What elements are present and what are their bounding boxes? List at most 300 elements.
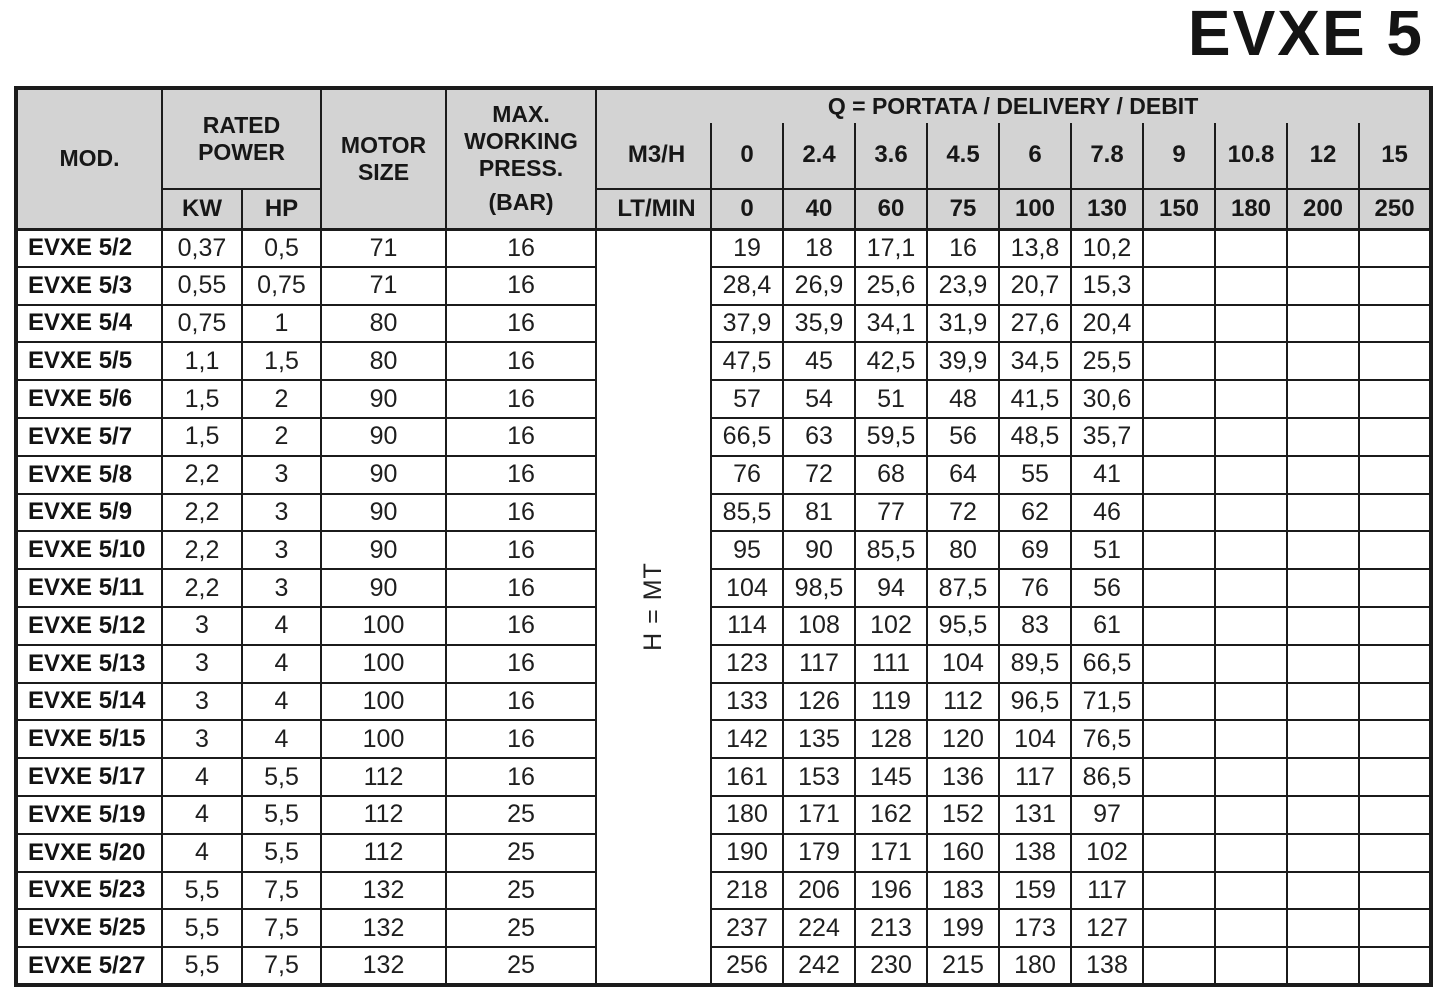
model-cell: EVXE 5/3 xyxy=(16,267,162,305)
head-value-cell: 218 xyxy=(711,872,783,910)
ltmin-value: 0 xyxy=(711,189,783,229)
head-value-cell xyxy=(1215,380,1287,418)
head-value-cell xyxy=(1287,758,1359,796)
kw-cell: 3 xyxy=(162,720,242,758)
hp-cell: 4 xyxy=(242,645,321,683)
head-value-cell: 152 xyxy=(927,796,999,834)
head-value-cell: 180 xyxy=(711,796,783,834)
head-value-cell xyxy=(1215,872,1287,910)
head-value-cell: 114 xyxy=(711,607,783,645)
head-value-cell xyxy=(1287,569,1359,607)
press-cell: 16 xyxy=(446,720,596,758)
column-header-max-press xyxy=(446,88,596,229)
header-row-ltmin xyxy=(16,189,1431,229)
hp-cell: 1 xyxy=(242,305,321,343)
head-value-cell: 96,5 xyxy=(999,683,1071,721)
head-value-cell xyxy=(1359,531,1431,569)
head-value-cell: 18 xyxy=(783,229,855,267)
ltmin-value: 250 xyxy=(1359,189,1431,229)
head-value-cell xyxy=(1215,267,1287,305)
press-cell: 16 xyxy=(446,305,596,343)
motor-size-cell: 112 xyxy=(321,834,446,872)
head-value-cell: 27,6 xyxy=(999,305,1071,343)
head-value-cell: 80 xyxy=(927,531,999,569)
motor-size-cell: 100 xyxy=(321,683,446,721)
ltmin-value: 150 xyxy=(1143,189,1215,229)
model-cell: EVXE 5/27 xyxy=(16,947,162,985)
head-value-cell: 133 xyxy=(711,683,783,721)
head-value-cell: 87,5 xyxy=(927,569,999,607)
head-value-cell: 55 xyxy=(999,456,1071,494)
table-row xyxy=(16,607,1431,645)
head-value-cell xyxy=(1215,834,1287,872)
head-value-cell: 76 xyxy=(711,456,783,494)
head-value-cell xyxy=(1215,796,1287,834)
head-value-cell: 117 xyxy=(783,645,855,683)
hp-cell: 5,5 xyxy=(242,834,321,872)
model-cell: EVXE 5/6 xyxy=(16,380,162,418)
motor-size-cell: 132 xyxy=(321,872,446,910)
column-header-rated-power: RATED POWER xyxy=(162,88,321,189)
motor-size-cell: 100 xyxy=(321,720,446,758)
press-cell: 25 xyxy=(446,909,596,947)
head-value-cell: 97 xyxy=(1071,796,1143,834)
head-value-cell: 16 xyxy=(927,229,999,267)
model-cell: EVXE 5/9 xyxy=(16,494,162,532)
table-row xyxy=(16,758,1431,796)
kw-cell: 3 xyxy=(162,683,242,721)
head-value-cell xyxy=(1215,909,1287,947)
hp-cell: 5,5 xyxy=(242,758,321,796)
hp-cell: 4 xyxy=(242,683,321,721)
head-value-cell: 161 xyxy=(711,758,783,796)
hp-cell: 7,5 xyxy=(242,909,321,947)
head-value-cell xyxy=(1287,683,1359,721)
head-value-cell: 102 xyxy=(1071,834,1143,872)
head-value-cell: 104 xyxy=(927,645,999,683)
head-value-cell: 86,5 xyxy=(1071,758,1143,796)
table-row xyxy=(16,456,1431,494)
m3h-value: 9 xyxy=(1143,123,1215,189)
motor-size-cell: 100 xyxy=(321,607,446,645)
head-value-cell: 135 xyxy=(783,720,855,758)
motor-size-cell: 132 xyxy=(321,909,446,947)
head-value-cell xyxy=(1143,305,1215,343)
head-value-cell xyxy=(1215,494,1287,532)
table-row xyxy=(16,909,1431,947)
kw-cell: 0,37 xyxy=(162,229,242,267)
motor-size-cell: 90 xyxy=(321,531,446,569)
head-value-cell: 61 xyxy=(1071,607,1143,645)
m3h-value: 10.8 xyxy=(1215,123,1287,189)
head-value-cell: 215 xyxy=(927,947,999,985)
head-value-cell: 98,5 xyxy=(783,569,855,607)
table-row xyxy=(16,645,1431,683)
kw-cell: 2,2 xyxy=(162,569,242,607)
head-value-cell: 119 xyxy=(855,683,927,721)
head-value-cell xyxy=(1143,229,1215,267)
kw-cell: 5,5 xyxy=(162,909,242,947)
head-value-cell: 230 xyxy=(855,947,927,985)
head-value-cell: 206 xyxy=(783,872,855,910)
head-value-cell: 62 xyxy=(999,494,1071,532)
m3h-value: 4.5 xyxy=(927,123,999,189)
head-value-cell: 153 xyxy=(783,758,855,796)
column-header-hp: HP xyxy=(242,189,321,229)
head-value-cell: 159 xyxy=(999,872,1071,910)
head-value-cell xyxy=(1287,267,1359,305)
head-value-cell xyxy=(1143,607,1215,645)
head-value-cell xyxy=(1287,872,1359,910)
head-value-cell xyxy=(1143,456,1215,494)
motor-size-cell: 100 xyxy=(321,645,446,683)
model-cell: EVXE 5/17 xyxy=(16,758,162,796)
head-value-cell xyxy=(1143,531,1215,569)
head-value-cell: 64 xyxy=(927,456,999,494)
head-value-cell: 10,2 xyxy=(1071,229,1143,267)
head-value-cell: 45 xyxy=(783,342,855,380)
head-value-cell: 31,9 xyxy=(927,305,999,343)
head-value-cell: 136 xyxy=(927,758,999,796)
head-value-cell: 28,4 xyxy=(711,267,783,305)
head-value-cell: 94 xyxy=(855,569,927,607)
head-value-cell: 123 xyxy=(711,645,783,683)
head-value-cell xyxy=(1359,305,1431,343)
head-value-cell: 20,7 xyxy=(999,267,1071,305)
spec-table xyxy=(14,86,1433,987)
head-value-cell: 117 xyxy=(1071,872,1143,910)
hp-cell: 7,5 xyxy=(242,947,321,985)
hp-cell: 3 xyxy=(242,569,321,607)
motor-size-cell: 132 xyxy=(321,947,446,985)
max-press-label: MAX. WORKING PRESS. xyxy=(464,101,578,182)
head-value-cell xyxy=(1215,418,1287,456)
press-cell: 16 xyxy=(446,607,596,645)
head-value-cell: 104 xyxy=(999,720,1071,758)
head-value-cell: 30,6 xyxy=(1071,380,1143,418)
table-row xyxy=(16,229,1431,267)
head-value-cell xyxy=(1215,456,1287,494)
head-value-cell: 131 xyxy=(999,796,1071,834)
model-cell: EVXE 5/19 xyxy=(16,796,162,834)
head-value-cell: 39,9 xyxy=(927,342,999,380)
head-value-cell xyxy=(1215,305,1287,343)
press-cell: 16 xyxy=(446,380,596,418)
kw-cell: 0,75 xyxy=(162,305,242,343)
press-cell: 16 xyxy=(446,456,596,494)
head-value-cell xyxy=(1287,531,1359,569)
kw-cell: 3 xyxy=(162,607,242,645)
head-value-cell: 213 xyxy=(855,909,927,947)
hp-cell: 2 xyxy=(242,418,321,456)
motor-size-cell: 90 xyxy=(321,494,446,532)
ltmin-value: 100 xyxy=(999,189,1071,229)
head-value-cell xyxy=(1359,229,1431,267)
kw-cell: 4 xyxy=(162,796,242,834)
m3h-value: 15 xyxy=(1359,123,1431,189)
head-value-cell: 63 xyxy=(783,418,855,456)
page-title: EVXE 5 xyxy=(1187,0,1424,69)
m3h-value: 7.8 xyxy=(1071,123,1143,189)
head-value-cell: 37,9 xyxy=(711,305,783,343)
hp-cell: 4 xyxy=(242,720,321,758)
head-value-cell: 89,5 xyxy=(999,645,1071,683)
table-row xyxy=(16,418,1431,456)
ltmin-value: 200 xyxy=(1287,189,1359,229)
head-value-cell xyxy=(1359,267,1431,305)
head-value-cell: 145 xyxy=(855,758,927,796)
head-value-cell: 19 xyxy=(711,229,783,267)
head-value-cell: 56 xyxy=(927,418,999,456)
head-value-cell xyxy=(1359,758,1431,796)
hp-cell: 1,5 xyxy=(242,342,321,380)
table-row xyxy=(16,342,1431,380)
head-value-cell xyxy=(1143,683,1215,721)
head-value-cell: 138 xyxy=(999,834,1071,872)
head-value-cell: 256 xyxy=(711,947,783,985)
head-value-cell: 111 xyxy=(855,645,927,683)
max-press-unit: (BAR) xyxy=(488,189,554,216)
head-value-cell: 127 xyxy=(1071,909,1143,947)
model-cell: EVXE 5/25 xyxy=(16,909,162,947)
head-value-cell: 196 xyxy=(855,872,927,910)
head-value-cell: 85,5 xyxy=(711,494,783,532)
kw-cell: 1,5 xyxy=(162,418,242,456)
head-value-cell: 42,5 xyxy=(855,342,927,380)
kw-cell: 0,55 xyxy=(162,267,242,305)
head-value-cell xyxy=(1359,380,1431,418)
table-row xyxy=(16,872,1431,910)
head-value-cell xyxy=(1215,607,1287,645)
m3h-value: 3.6 xyxy=(855,123,927,189)
head-value-cell: 34,5 xyxy=(999,342,1071,380)
head-value-cell xyxy=(1287,720,1359,758)
head-value-cell xyxy=(1287,947,1359,985)
head-value-cell xyxy=(1287,418,1359,456)
head-value-cell: 25,5 xyxy=(1071,342,1143,380)
head-value-cell: 160 xyxy=(927,834,999,872)
press-cell: 25 xyxy=(446,796,596,834)
ltmin-value: 75 xyxy=(927,189,999,229)
head-value-cell: 46 xyxy=(1071,494,1143,532)
table-row xyxy=(16,380,1431,418)
head-value-cell xyxy=(1215,947,1287,985)
head-value-cell xyxy=(1359,947,1431,985)
head-value-cell xyxy=(1359,607,1431,645)
model-cell: EVXE 5/8 xyxy=(16,456,162,494)
head-value-cell xyxy=(1287,380,1359,418)
head-value-cell xyxy=(1359,645,1431,683)
kw-cell: 5,5 xyxy=(162,872,242,910)
head-value-cell: 35,7 xyxy=(1071,418,1143,456)
head-value-cell: 108 xyxy=(783,607,855,645)
head-value-cell: 90 xyxy=(783,531,855,569)
kw-cell: 5,5 xyxy=(162,947,242,985)
kw-cell: 2,2 xyxy=(162,531,242,569)
table-header xyxy=(16,88,1431,229)
head-value-cell: 17,1 xyxy=(855,229,927,267)
head-value-cell: 180 xyxy=(999,947,1071,985)
hp-cell: 7,5 xyxy=(242,872,321,910)
head-value-cell xyxy=(1215,720,1287,758)
hp-cell: 5,5 xyxy=(242,796,321,834)
motor-size-cell: 90 xyxy=(321,418,446,456)
head-value-cell xyxy=(1143,645,1215,683)
head-value-cell: 120 xyxy=(927,720,999,758)
head-value-cell: 76 xyxy=(999,569,1071,607)
head-value-cell: 66,5 xyxy=(711,418,783,456)
head-value-cell: 68 xyxy=(855,456,927,494)
head-value-cell xyxy=(1143,418,1215,456)
press-cell: 16 xyxy=(446,683,596,721)
table-row xyxy=(16,834,1431,872)
head-value-cell xyxy=(1287,229,1359,267)
model-cell: EVXE 5/7 xyxy=(16,418,162,456)
header-row-top xyxy=(16,88,1431,123)
head-value-cell: 171 xyxy=(783,796,855,834)
hp-cell: 0,5 xyxy=(242,229,321,267)
head-value-cell xyxy=(1143,494,1215,532)
press-cell: 16 xyxy=(446,494,596,532)
head-value-cell: 54 xyxy=(783,380,855,418)
press-cell: 25 xyxy=(446,872,596,910)
head-value-cell: 173 xyxy=(999,909,1071,947)
head-value-cell: 95 xyxy=(711,531,783,569)
motor-size-cell: 112 xyxy=(321,758,446,796)
press-cell: 16 xyxy=(446,645,596,683)
head-value-cell xyxy=(1143,569,1215,607)
head-value-cell xyxy=(1143,947,1215,985)
head-value-cell xyxy=(1359,872,1431,910)
head-value-cell: 20,4 xyxy=(1071,305,1143,343)
head-value-cell: 71,5 xyxy=(1071,683,1143,721)
table-row xyxy=(16,569,1431,607)
head-value-cell: 72 xyxy=(783,456,855,494)
table-row xyxy=(16,267,1431,305)
head-value-cell: 128 xyxy=(855,720,927,758)
head-value-cell xyxy=(1359,494,1431,532)
motor-size-cell: 71 xyxy=(321,229,446,267)
head-value-cell xyxy=(1287,342,1359,380)
head-value-cell xyxy=(1143,796,1215,834)
kw-cell: 4 xyxy=(162,834,242,872)
m3h-value: 6 xyxy=(999,123,1071,189)
head-value-cell xyxy=(1287,834,1359,872)
ltmin-label: LT/MIN xyxy=(596,189,711,229)
table-row xyxy=(16,305,1431,343)
motor-size-cell: 112 xyxy=(321,796,446,834)
head-value-cell xyxy=(1287,305,1359,343)
head-value-cell xyxy=(1143,834,1215,872)
hp-cell: 0,75 xyxy=(242,267,321,305)
press-cell: 16 xyxy=(446,267,596,305)
head-value-cell: 242 xyxy=(783,947,855,985)
model-cell: EVXE 5/15 xyxy=(16,720,162,758)
table-row xyxy=(16,683,1431,721)
head-value-cell: 69 xyxy=(999,531,1071,569)
head-value-cell: 102 xyxy=(855,607,927,645)
press-cell: 16 xyxy=(446,342,596,380)
head-value-cell: 104 xyxy=(711,569,783,607)
head-value-cell: 179 xyxy=(783,834,855,872)
head-value-cell: 34,1 xyxy=(855,305,927,343)
head-value-cell xyxy=(1143,267,1215,305)
hp-cell: 3 xyxy=(242,494,321,532)
table-row xyxy=(16,720,1431,758)
head-value-cell: 15,3 xyxy=(1071,267,1143,305)
kw-cell: 3 xyxy=(162,645,242,683)
press-cell: 25 xyxy=(446,947,596,985)
head-value-cell: 13,8 xyxy=(999,229,1071,267)
head-value-cell xyxy=(1359,834,1431,872)
m3h-value: 0 xyxy=(711,123,783,189)
hp-cell: 3 xyxy=(242,531,321,569)
head-value-cell xyxy=(1359,569,1431,607)
head-value-cell: 117 xyxy=(999,758,1071,796)
kw-cell: 1,1 xyxy=(162,342,242,380)
table-row xyxy=(16,494,1431,532)
head-value-cell xyxy=(1143,380,1215,418)
motor-size-cell: 90 xyxy=(321,569,446,607)
model-cell: EVXE 5/5 xyxy=(16,342,162,380)
model-cell: EVXE 5/13 xyxy=(16,645,162,683)
table-row xyxy=(16,796,1431,834)
ltmin-value: 180 xyxy=(1215,189,1287,229)
head-value-cell: 48,5 xyxy=(999,418,1071,456)
head-value-cell xyxy=(1143,342,1215,380)
head-value-cell xyxy=(1359,796,1431,834)
head-value-cell: 56 xyxy=(1071,569,1143,607)
motor-size-cell: 90 xyxy=(321,456,446,494)
head-value-cell: 224 xyxy=(783,909,855,947)
head-value-cell: 138 xyxy=(1071,947,1143,985)
head-value-cell: 59,5 xyxy=(855,418,927,456)
head-value-cell xyxy=(1215,229,1287,267)
head-value-cell: 85,5 xyxy=(855,531,927,569)
head-value-cell: 51 xyxy=(855,380,927,418)
head-value-cell: 183 xyxy=(927,872,999,910)
hp-cell: 3 xyxy=(242,456,321,494)
head-value-cell xyxy=(1215,531,1287,569)
kw-cell: 4 xyxy=(162,758,242,796)
head-value-cell: 26,9 xyxy=(783,267,855,305)
table-row xyxy=(16,531,1431,569)
table-body xyxy=(16,229,1431,985)
model-cell: EVXE 5/14 xyxy=(16,683,162,721)
head-value-cell: 41 xyxy=(1071,456,1143,494)
head-value-cell xyxy=(1359,720,1431,758)
head-value-cell: 81 xyxy=(783,494,855,532)
column-header-mod: MOD. xyxy=(16,88,162,229)
head-value-cell xyxy=(1215,758,1287,796)
hp-cell: 2 xyxy=(242,380,321,418)
head-value-cell xyxy=(1359,909,1431,947)
head-value-cell xyxy=(1359,418,1431,456)
head-value-cell xyxy=(1287,645,1359,683)
head-value-cell xyxy=(1215,569,1287,607)
column-header-kw: KW xyxy=(162,189,242,229)
head-value-cell: 112 xyxy=(927,683,999,721)
head-unit-cell xyxy=(596,229,711,985)
head-value-cell: 57 xyxy=(711,380,783,418)
table-row xyxy=(16,947,1431,985)
head-value-cell: 190 xyxy=(711,834,783,872)
kw-cell: 1,5 xyxy=(162,380,242,418)
head-value-cell: 142 xyxy=(711,720,783,758)
m3h-value: 2.4 xyxy=(783,123,855,189)
head-value-cell xyxy=(1287,456,1359,494)
column-header-motor-size: MOTOR SIZE xyxy=(321,88,446,229)
